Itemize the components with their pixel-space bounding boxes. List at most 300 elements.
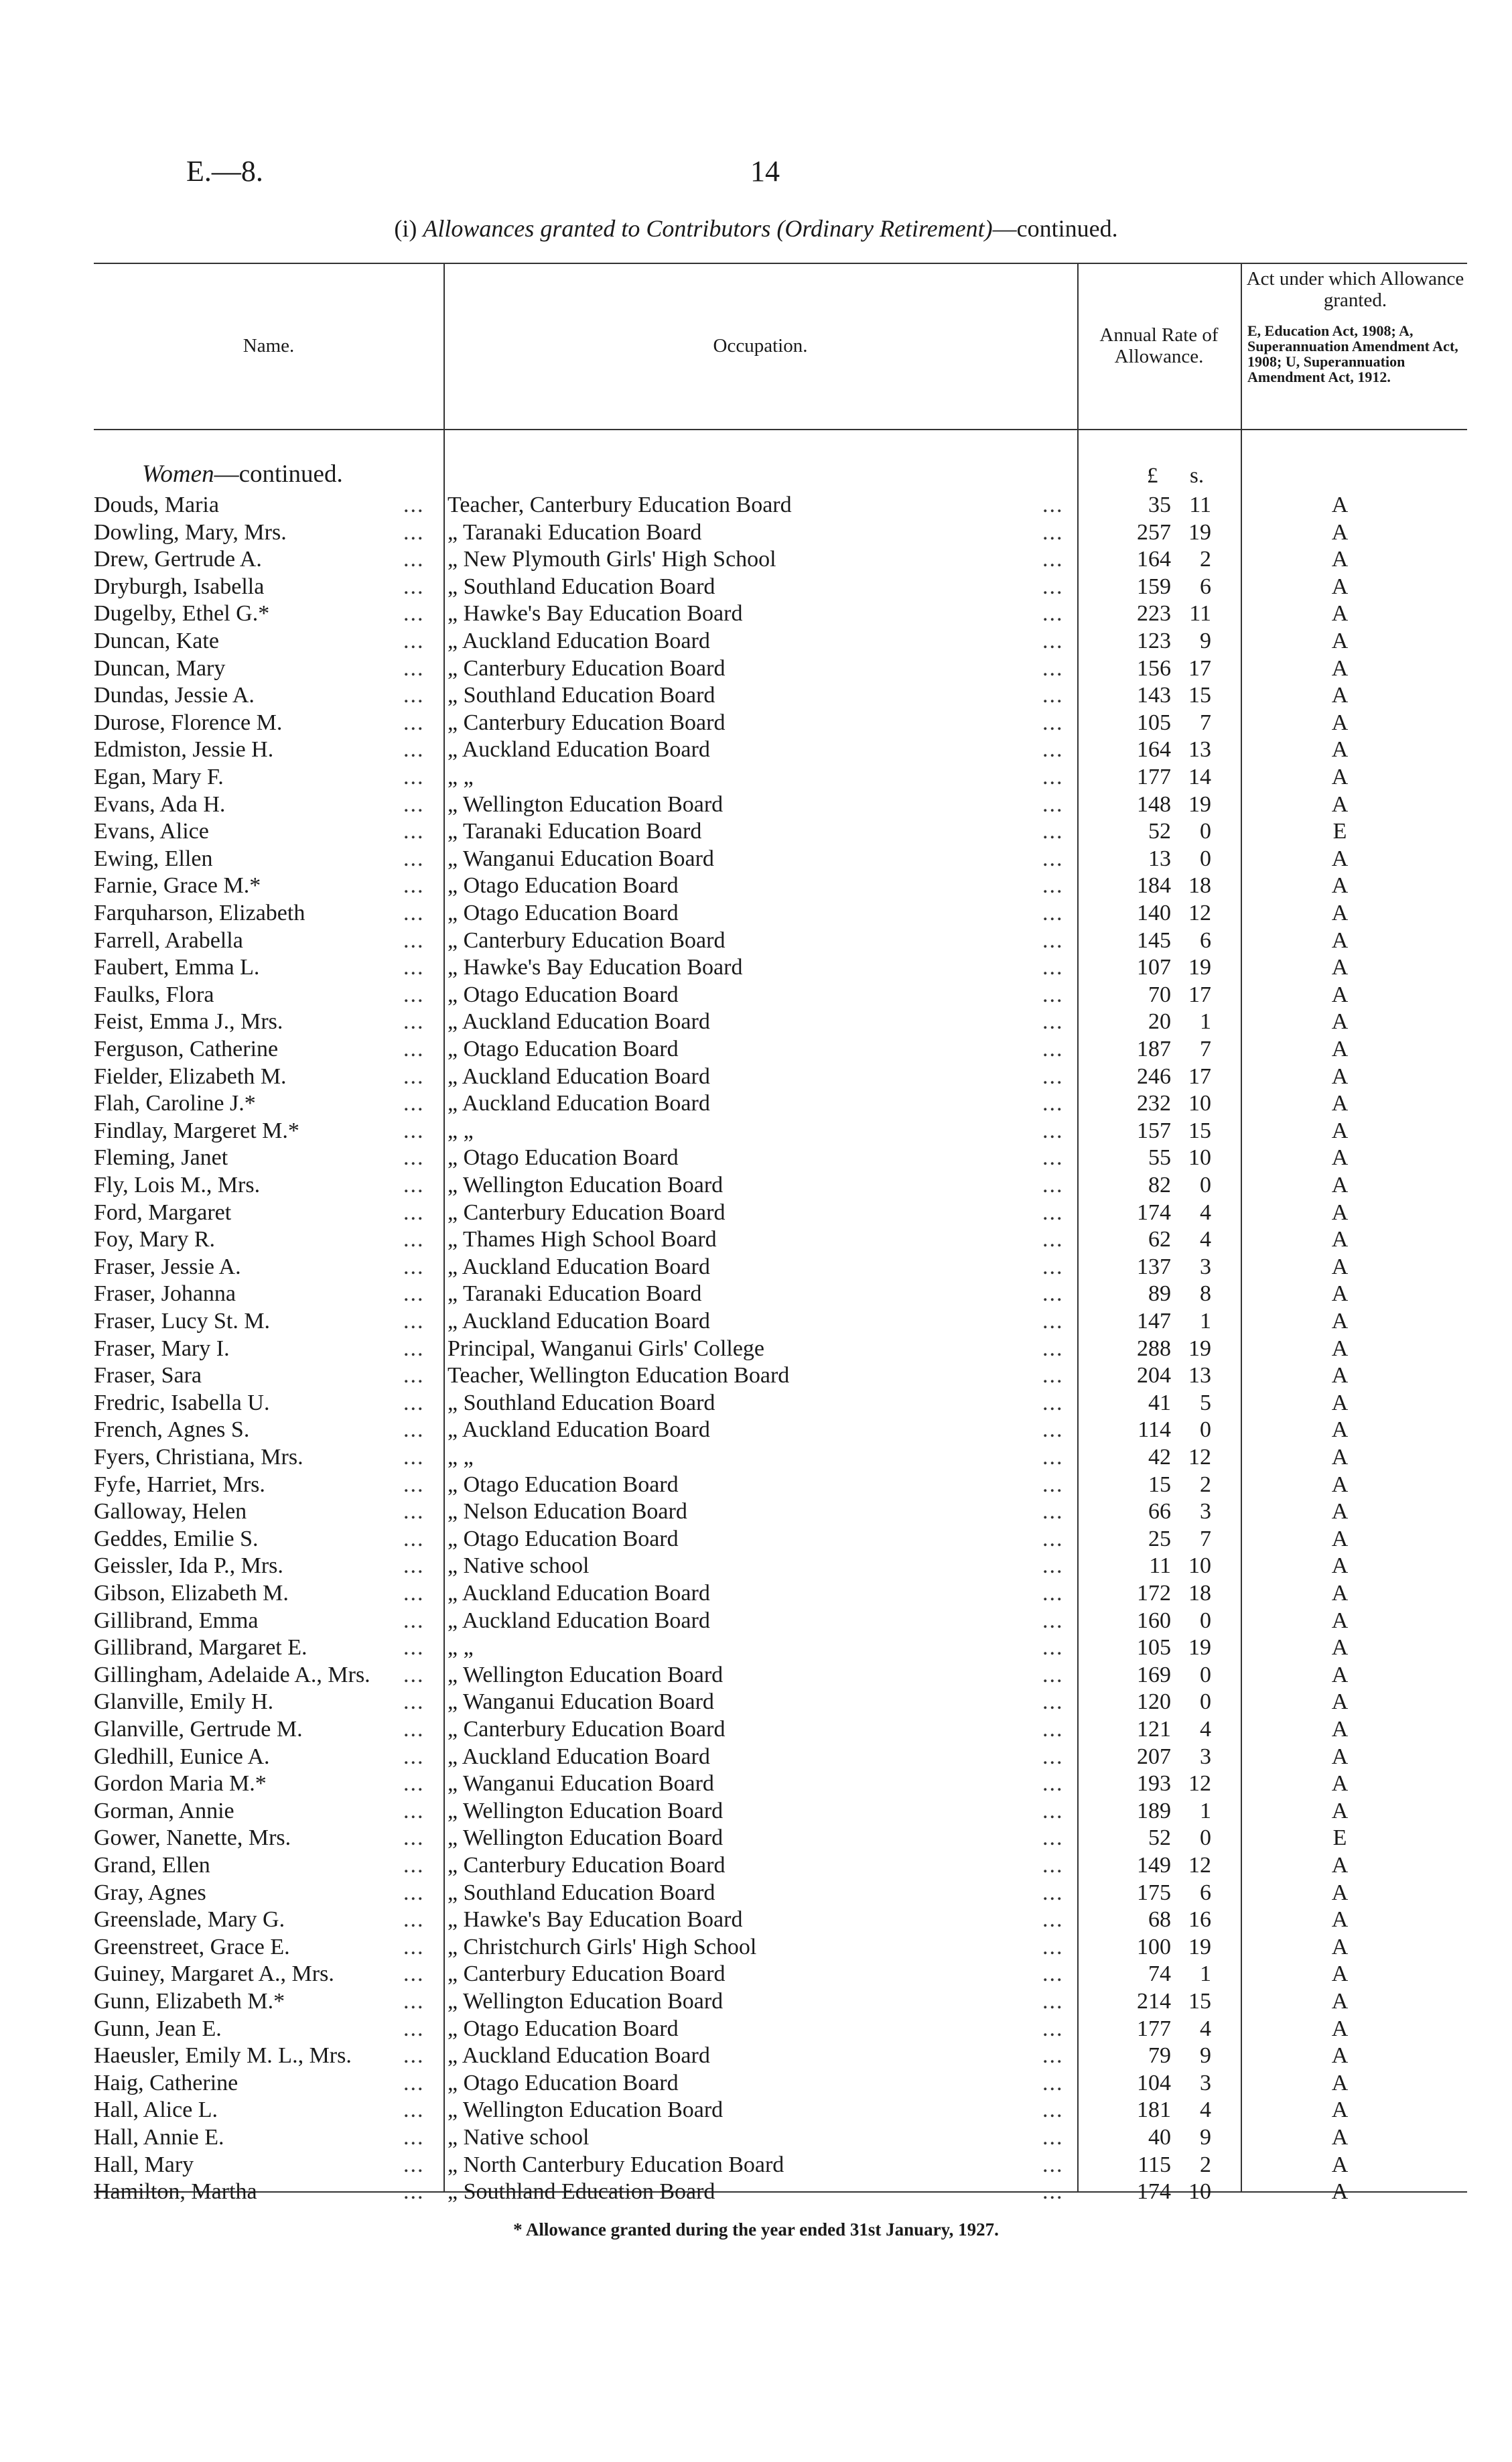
leader-dots: ... <box>403 1499 425 1525</box>
leader-dots: ... <box>403 1200 425 1225</box>
leader-dots: ... <box>403 901 425 925</box>
row-occupation: „ Taranaki Education Board <box>448 519 702 545</box>
row-act: A <box>1331 901 1349 925</box>
table-row <box>0 2179 1512 2205</box>
row-act: A <box>1331 955 1349 980</box>
leader-dots: ... <box>403 1771 425 1797</box>
row-name: Gledhill, Eunice A. <box>94 1744 270 1769</box>
row-shillings: 8 <box>1200 1281 1211 1307</box>
table-row <box>0 1744 1512 1770</box>
row-shillings: 9 <box>1200 2043 1211 2069</box>
leader-dots: ... <box>403 1581 425 1606</box>
table-row <box>0 2124 1512 2151</box>
leader-dots: ... <box>403 1037 425 1061</box>
row-pounds: 107 <box>1137 955 1171 980</box>
row-pounds: 288 <box>1137 1336 1171 1361</box>
row-act: A <box>1331 1281 1349 1307</box>
table-row <box>0 1988 1512 2015</box>
leader-dots: ... <box>1042 1009 1064 1035</box>
row-shillings: 17 <box>1188 655 1211 681</box>
table-row <box>0 710 1512 736</box>
row-pounds: 149 <box>1137 1853 1171 1878</box>
row-occupation: „ Otago Education Board <box>448 1472 679 1497</box>
leader-dots: ... <box>1042 1771 1064 1797</box>
table-row <box>0 954 1512 981</box>
table-row <box>0 1390 1512 1417</box>
table-row <box>0 1254 1512 1281</box>
row-shillings: 19 <box>1188 1336 1211 1361</box>
row-shillings: 4 <box>1200 1227 1211 1252</box>
row-act: A <box>1331 1689 1349 1715</box>
row-act: A <box>1331 1200 1349 1225</box>
table-row <box>0 1825 1512 1852</box>
leader-dots: ... <box>403 2016 425 2041</box>
row-act: A <box>1331 1363 1349 1388</box>
table-row <box>0 1689 1512 1715</box>
row-occupation: „ „ <box>448 765 474 789</box>
row-act: A <box>1331 1417 1349 1443</box>
row-occupation: „ „ <box>448 1635 474 1661</box>
row-name: Farnie, Grace M.* <box>94 873 261 899</box>
row-name: Gordon Maria M.* <box>94 1771 267 1797</box>
leader-dots: ... <box>1042 1091 1064 1116</box>
row-act: A <box>1331 1635 1349 1661</box>
table-row <box>0 1498 1512 1525</box>
row-act: A <box>1331 1336 1349 1361</box>
row-name: Geddes, Emilie S. <box>94 1526 259 1551</box>
leader-dots: ... <box>1042 765 1064 789</box>
table-row <box>0 1145 1512 1171</box>
leader-dots: ... <box>1042 2016 1064 2041</box>
leader-dots: ... <box>403 982 425 1007</box>
row-pounds: 164 <box>1137 547 1171 572</box>
leader-dots: ... <box>403 1145 425 1171</box>
table-row <box>0 764 1512 791</box>
row-name: Gibson, Elizabeth M. <box>94 1581 289 1606</box>
leader-dots: ... <box>403 765 425 789</box>
row-act: A <box>1331 846 1349 871</box>
row-name: Fly, Lois M., Mrs. <box>94 1173 261 1197</box>
table-row <box>0 1200 1512 1226</box>
row-occupation: „ Hawke's Bay Education Board <box>448 955 743 980</box>
row-pounds: 62 <box>1148 1227 1171 1252</box>
leader-dots: ... <box>403 1798 425 1823</box>
row-act: A <box>1331 1145 1349 1171</box>
row-pounds: 104 <box>1137 2070 1171 2095</box>
row-shillings: 10 <box>1188 1553 1211 1579</box>
table-row <box>0 900 1512 927</box>
row-pounds: 40 <box>1148 2125 1171 2150</box>
leader-dots: ... <box>1042 873 1064 899</box>
leader-dots: ... <box>403 1907 425 1933</box>
row-act: A <box>1331 547 1349 572</box>
leader-dots: ... <box>1042 1445 1064 1470</box>
table-row <box>0 872 1512 899</box>
leader-dots: ... <box>1042 927 1064 953</box>
leader-dots: ... <box>403 846 425 871</box>
row-pounds: 187 <box>1137 1037 1171 1061</box>
table-row <box>0 1662 1512 1689</box>
row-shillings: 0 <box>1200 1662 1211 1687</box>
row-pounds: 246 <box>1137 1063 1171 1089</box>
row-occupation: „ Wellington Education Board <box>448 1662 724 1687</box>
row-act: A <box>1331 791 1349 817</box>
header-bottom-rule <box>94 429 1467 430</box>
row-shillings: 12 <box>1188 1771 1211 1797</box>
row-pounds: 121 <box>1137 1717 1171 1742</box>
row-pounds: 174 <box>1137 1200 1171 1225</box>
row-pounds: 223 <box>1137 601 1171 627</box>
row-shillings: 0 <box>1200 846 1211 871</box>
row-occupation: Teacher, Canterbury Education Board <box>448 493 792 517</box>
table-row <box>0 791 1512 818</box>
row-occupation: „ Wellington Education Board <box>448 1825 724 1851</box>
table-row <box>0 1634 1512 1661</box>
row-shillings: 6 <box>1200 927 1211 953</box>
row-name: Duncan, Mary <box>94 655 226 681</box>
leader-dots: ... <box>1042 1472 1064 1497</box>
table-caption <box>0 214 1512 243</box>
row-shillings: 10 <box>1188 1145 1211 1171</box>
row-act: A <box>1331 493 1349 517</box>
leader-dots: ... <box>403 791 425 817</box>
row-occupation: „ Auckland Education Board <box>448 1309 710 1334</box>
row-name: Fielder, Elizabeth M. <box>94 1063 287 1089</box>
row-occupation: „ Canterbury Education Board <box>448 1961 726 1987</box>
table-row <box>0 1906 1512 1933</box>
row-name: Gillibrand, Emma <box>94 1608 259 1633</box>
leader-dots: ... <box>1042 737 1064 763</box>
row-name: Gower, Nanette, Mrs. <box>94 1825 291 1851</box>
leader-dots: ... <box>1042 1880 1064 1905</box>
row-name: Feist, Emma J., Mrs. <box>94 1009 283 1035</box>
row-occupation: „ Canterbury Education Board <box>448 1853 726 1878</box>
leader-dots: ... <box>1042 683 1064 708</box>
row-shillings: 12 <box>1188 901 1211 925</box>
leader-dots: ... <box>1042 2043 1064 2069</box>
row-occupation: „ Canterbury Education Board <box>448 1717 726 1742</box>
table-row <box>0 927 1512 954</box>
table-row <box>0 2043 1512 2069</box>
row-act: A <box>1331 1581 1349 1606</box>
row-name: Greenslade, Mary G. <box>94 1907 285 1933</box>
table-row <box>0 1608 1512 1634</box>
row-act: A <box>1331 1254 1349 1279</box>
row-shillings: 0 <box>1200 1173 1211 1197</box>
row-act: A <box>1331 1063 1349 1089</box>
row-act: A <box>1331 1934 1349 1959</box>
page-number: 14 <box>750 155 780 188</box>
row-occupation: „ Auckland Education Board <box>448 1744 710 1769</box>
row-act: A <box>1331 574 1349 599</box>
row-shillings: 4 <box>1200 2016 1211 2041</box>
row-pounds: 68 <box>1148 1907 1171 1933</box>
leader-dots: ... <box>403 1744 425 1769</box>
row-occupation: „ Otago Education Board <box>448 1145 679 1171</box>
row-occupation: „ Otago Education Board <box>448 1526 679 1551</box>
row-name: Ferguson, Catherine <box>94 1037 279 1061</box>
row-name: Flah, Caroline J.* <box>94 1091 256 1116</box>
row-shillings: 1 <box>1200 1009 1211 1035</box>
row-name: Gillingham, Adelaide A., Mrs. <box>94 1662 370 1687</box>
row-name: Edmiston, Jessie H. <box>94 737 274 763</box>
leader-dots: ... <box>403 955 425 980</box>
row-shillings: 2 <box>1200 547 1211 572</box>
table-row <box>0 1308 1512 1335</box>
caption-suffix: —continued. <box>992 215 1118 242</box>
row-shillings: 19 <box>1188 955 1211 980</box>
table-row <box>0 1362 1512 1389</box>
leader-dots: ... <box>1042 2152 1064 2177</box>
row-act: A <box>1331 519 1349 545</box>
leader-dots: ... <box>1042 2097 1064 2123</box>
row-shillings: 12 <box>1188 1853 1211 1878</box>
row-occupation: „ Otago Education Board <box>448 982 679 1007</box>
row-act: A <box>1331 655 1349 681</box>
row-shillings: 18 <box>1188 1581 1211 1606</box>
leader-dots: ... <box>1042 547 1064 572</box>
row-occupation: „ Hawke's Bay Education Board <box>448 1907 743 1933</box>
row-shillings: 19 <box>1188 791 1211 817</box>
row-shillings: 1 <box>1200 1961 1211 1987</box>
row-act: E <box>1332 819 1347 844</box>
row-occupation: „ North Canterbury Education Board <box>448 2152 784 2177</box>
leader-dots: ... <box>403 1608 425 1633</box>
leader-dots: ... <box>1042 1581 1064 1606</box>
row-act: A <box>1331 1091 1349 1116</box>
row-occupation: „ Auckland Education Board <box>448 1608 710 1633</box>
leader-dots: ... <box>403 519 425 545</box>
row-pounds: 74 <box>1148 1961 1171 1987</box>
section-suffix: —continued. <box>214 460 343 488</box>
row-pounds: 175 <box>1137 1880 1171 1905</box>
row-name: Durose, Florence M. <box>94 710 283 735</box>
leader-dots: ... <box>403 2125 425 2150</box>
row-occupation: „ Wellington Education Board <box>448 791 724 817</box>
row-shillings: 0 <box>1200 819 1211 844</box>
row-occupation: „ Otago Education Board <box>448 901 679 925</box>
row-shillings: 10 <box>1188 2179 1211 2205</box>
table-row <box>0 2097 1512 2124</box>
row-pounds: 52 <box>1148 1825 1171 1851</box>
row-occupation: „ Southland Education Board <box>448 683 715 708</box>
table-row <box>0 736 1512 763</box>
row-shillings: 2 <box>1200 1472 1211 1497</box>
row-occupation: „ Native school <box>448 1553 590 1579</box>
leader-dots: ... <box>403 1118 425 1143</box>
table-row <box>0 1281 1512 1307</box>
section-label: Women <box>142 460 214 488</box>
caption-prefix: (i) <box>394 215 423 242</box>
leader-dots: ... <box>403 1063 425 1089</box>
row-act: A <box>1331 1445 1349 1470</box>
table-row <box>0 628 1512 655</box>
leader-dots: ... <box>403 1227 425 1252</box>
row-occupation: Principal, Wanganui Girls' College <box>448 1336 765 1361</box>
table-row <box>0 1036 1512 1063</box>
row-occupation: „ Auckland Education Board <box>448 1091 710 1116</box>
row-name: Galloway, Helen <box>94 1499 247 1525</box>
leader-dots: ... <box>403 1553 425 1579</box>
row-name: Fleming, Janet <box>94 1145 228 1171</box>
row-occupation: „ Southland Education Board <box>448 1390 715 1415</box>
row-name: Fraser, Jessie A. <box>94 1254 241 1279</box>
footnote: * Allowance granted during the year ended 31st January, 1927. <box>513 2219 999 2240</box>
leader-dots: ... <box>403 1989 425 2014</box>
table-row <box>0 546 1512 573</box>
row-occupation: „ Southland Education Board <box>448 1880 715 1905</box>
row-shillings: 12 <box>1188 1445 1211 1470</box>
row-act: A <box>1331 1390 1349 1415</box>
table-row <box>0 1444 1512 1471</box>
row-name: Evans, Ada H. <box>94 791 226 817</box>
table-row <box>0 1226 1512 1253</box>
row-pounds: 70 <box>1148 982 1171 1007</box>
leader-dots: ... <box>403 655 425 681</box>
row-occupation: „ Otago Education Board <box>448 2016 679 2041</box>
section-heading <box>142 460 343 489</box>
row-occupation: „ Auckland Education Board <box>448 1417 710 1443</box>
row-pounds: 114 <box>1138 1417 1171 1443</box>
leader-dots: ... <box>1042 955 1064 980</box>
row-name: Ewing, Ellen <box>94 846 213 871</box>
row-occupation: „ Auckland Education Board <box>448 629 710 653</box>
row-occupation: „ Wellington Education Board <box>448 2097 724 2123</box>
row-pounds: 137 <box>1137 1254 1171 1279</box>
leader-dots: ... <box>1042 1336 1064 1361</box>
row-occupation: „ Auckland Education Board <box>448 1063 710 1089</box>
leader-dots: ... <box>1042 1063 1064 1089</box>
row-shillings: 9 <box>1200 2125 1211 2150</box>
leader-dots: ... <box>1042 519 1064 545</box>
row-pounds: 20 <box>1148 1009 1171 1035</box>
leader-dots: ... <box>403 493 425 517</box>
row-pounds: 181 <box>1137 2097 1171 2123</box>
row-pounds: 42 <box>1148 1445 1171 1470</box>
row-occupation: „ Southland Education Board <box>448 574 715 599</box>
leader-dots: ... <box>403 1934 425 1959</box>
leader-dots: ... <box>1042 1907 1064 1933</box>
leader-dots: ... <box>403 2070 425 2095</box>
row-pounds: 193 <box>1137 1771 1171 1797</box>
row-act: A <box>1331 629 1349 653</box>
leader-dots: ... <box>1042 574 1064 599</box>
leader-dots: ... <box>1042 1037 1064 1061</box>
leader-dots: ... <box>403 2152 425 2177</box>
leader-dots: ... <box>403 1635 425 1661</box>
row-occupation: „ Christchurch Girls' High School <box>448 1934 757 1959</box>
row-act: A <box>1331 1009 1349 1035</box>
leader-dots: ... <box>1042 1798 1064 1823</box>
row-occupation: „ „ <box>448 1118 474 1143</box>
table-row <box>0 1090 1512 1117</box>
row-occupation: „ Southland Education Board <box>448 2179 715 2205</box>
leader-dots: ... <box>1042 1608 1064 1633</box>
leader-dots: ... <box>403 1526 425 1551</box>
row-act: A <box>1331 1744 1349 1769</box>
row-shillings: 2 <box>1200 2152 1211 2177</box>
row-name: Fyers, Christiana, Mrs. <box>94 1445 303 1470</box>
row-pounds: 232 <box>1137 1091 1171 1116</box>
row-act: A <box>1331 1309 1349 1334</box>
row-pounds: 120 <box>1137 1689 1171 1715</box>
row-shillings: 19 <box>1188 1635 1211 1661</box>
leader-dots: ... <box>403 1880 425 1905</box>
row-occupation: „ Hawke's Bay Education Board <box>448 601 743 627</box>
row-name: Duncan, Kate <box>94 629 219 653</box>
row-pounds: 41 <box>1148 1390 1171 1415</box>
row-name: Fyfe, Harriet, Mrs. <box>94 1472 265 1497</box>
row-name: Evans, Alice <box>94 819 209 844</box>
row-pounds: 105 <box>1137 1635 1171 1661</box>
row-occupation: „ Canterbury Education Board <box>448 655 726 681</box>
row-act: A <box>1331 737 1349 763</box>
row-act: A <box>1331 982 1349 1007</box>
row-name: Ford, Margaret <box>94 1200 232 1225</box>
row-occupation: „ Wanganui Education Board <box>448 1689 714 1715</box>
row-shillings: 18 <box>1188 873 1211 899</box>
row-shillings: 0 <box>1200 1825 1211 1851</box>
row-name: Findlay, Margeret M.* <box>94 1118 299 1143</box>
row-shillings: 4 <box>1200 1717 1211 1742</box>
row-shillings: 1 <box>1200 1309 1211 1334</box>
leader-dots: ... <box>403 1309 425 1334</box>
row-name: Gunn, Elizabeth M.* <box>94 1989 285 2014</box>
leader-dots: ... <box>1042 846 1064 871</box>
header-act-title: Act under which Allowance granted. <box>1246 268 1464 311</box>
row-name: Gray, Agnes <box>94 1880 206 1905</box>
row-occupation: „ Wellington Education Board <box>448 1989 724 2014</box>
leader-dots: ... <box>403 2179 425 2205</box>
row-occupation: „ Taranaki Education Board <box>448 1281 702 1307</box>
row-shillings: 15 <box>1188 683 1211 708</box>
table-row <box>0 2152 1512 2179</box>
row-shillings: 11 <box>1189 601 1211 627</box>
row-shillings: 17 <box>1188 982 1211 1007</box>
row-occupation: „ Wellington Education Board <box>448 1798 724 1823</box>
leader-dots: ... <box>1042 1417 1064 1443</box>
leader-dots: ... <box>403 873 425 899</box>
leader-dots: ... <box>403 1390 425 1415</box>
table-row <box>0 2070 1512 2097</box>
leader-dots: ... <box>1042 1390 1064 1415</box>
row-name: Haeusler, Emily M. L., Mrs. <box>94 2043 352 2069</box>
row-pounds: 156 <box>1137 655 1171 681</box>
row-act: A <box>1331 2097 1349 2123</box>
table-row <box>0 818 1512 845</box>
row-pounds: 257 <box>1137 519 1171 545</box>
row-occupation: „ Otago Education Board <box>448 1037 679 1061</box>
header-top-rule <box>94 263 1467 264</box>
leader-dots: ... <box>403 1689 425 1715</box>
row-act: A <box>1331 710 1349 735</box>
row-name: Dowling, Mary, Mrs. <box>94 519 287 545</box>
row-name: Fraser, Sara <box>94 1363 202 1388</box>
row-shillings: 14 <box>1188 765 1211 789</box>
leader-dots: ... <box>403 1445 425 1470</box>
row-shillings: 16 <box>1188 1907 1211 1933</box>
row-shillings: 7 <box>1200 710 1211 735</box>
row-pounds: 172 <box>1137 1581 1171 1606</box>
leader-dots: ... <box>1042 1173 1064 1197</box>
row-pounds: 11 <box>1149 1553 1171 1579</box>
row-pounds: 174 <box>1137 2179 1171 2205</box>
row-shillings: 1 <box>1200 1798 1211 1823</box>
row-shillings: 11 <box>1189 493 1211 517</box>
row-name: Dundas, Jessie A. <box>94 683 255 708</box>
row-pounds: 52 <box>1148 819 1171 844</box>
row-occupation: „ Nelson Education Board <box>448 1499 687 1525</box>
